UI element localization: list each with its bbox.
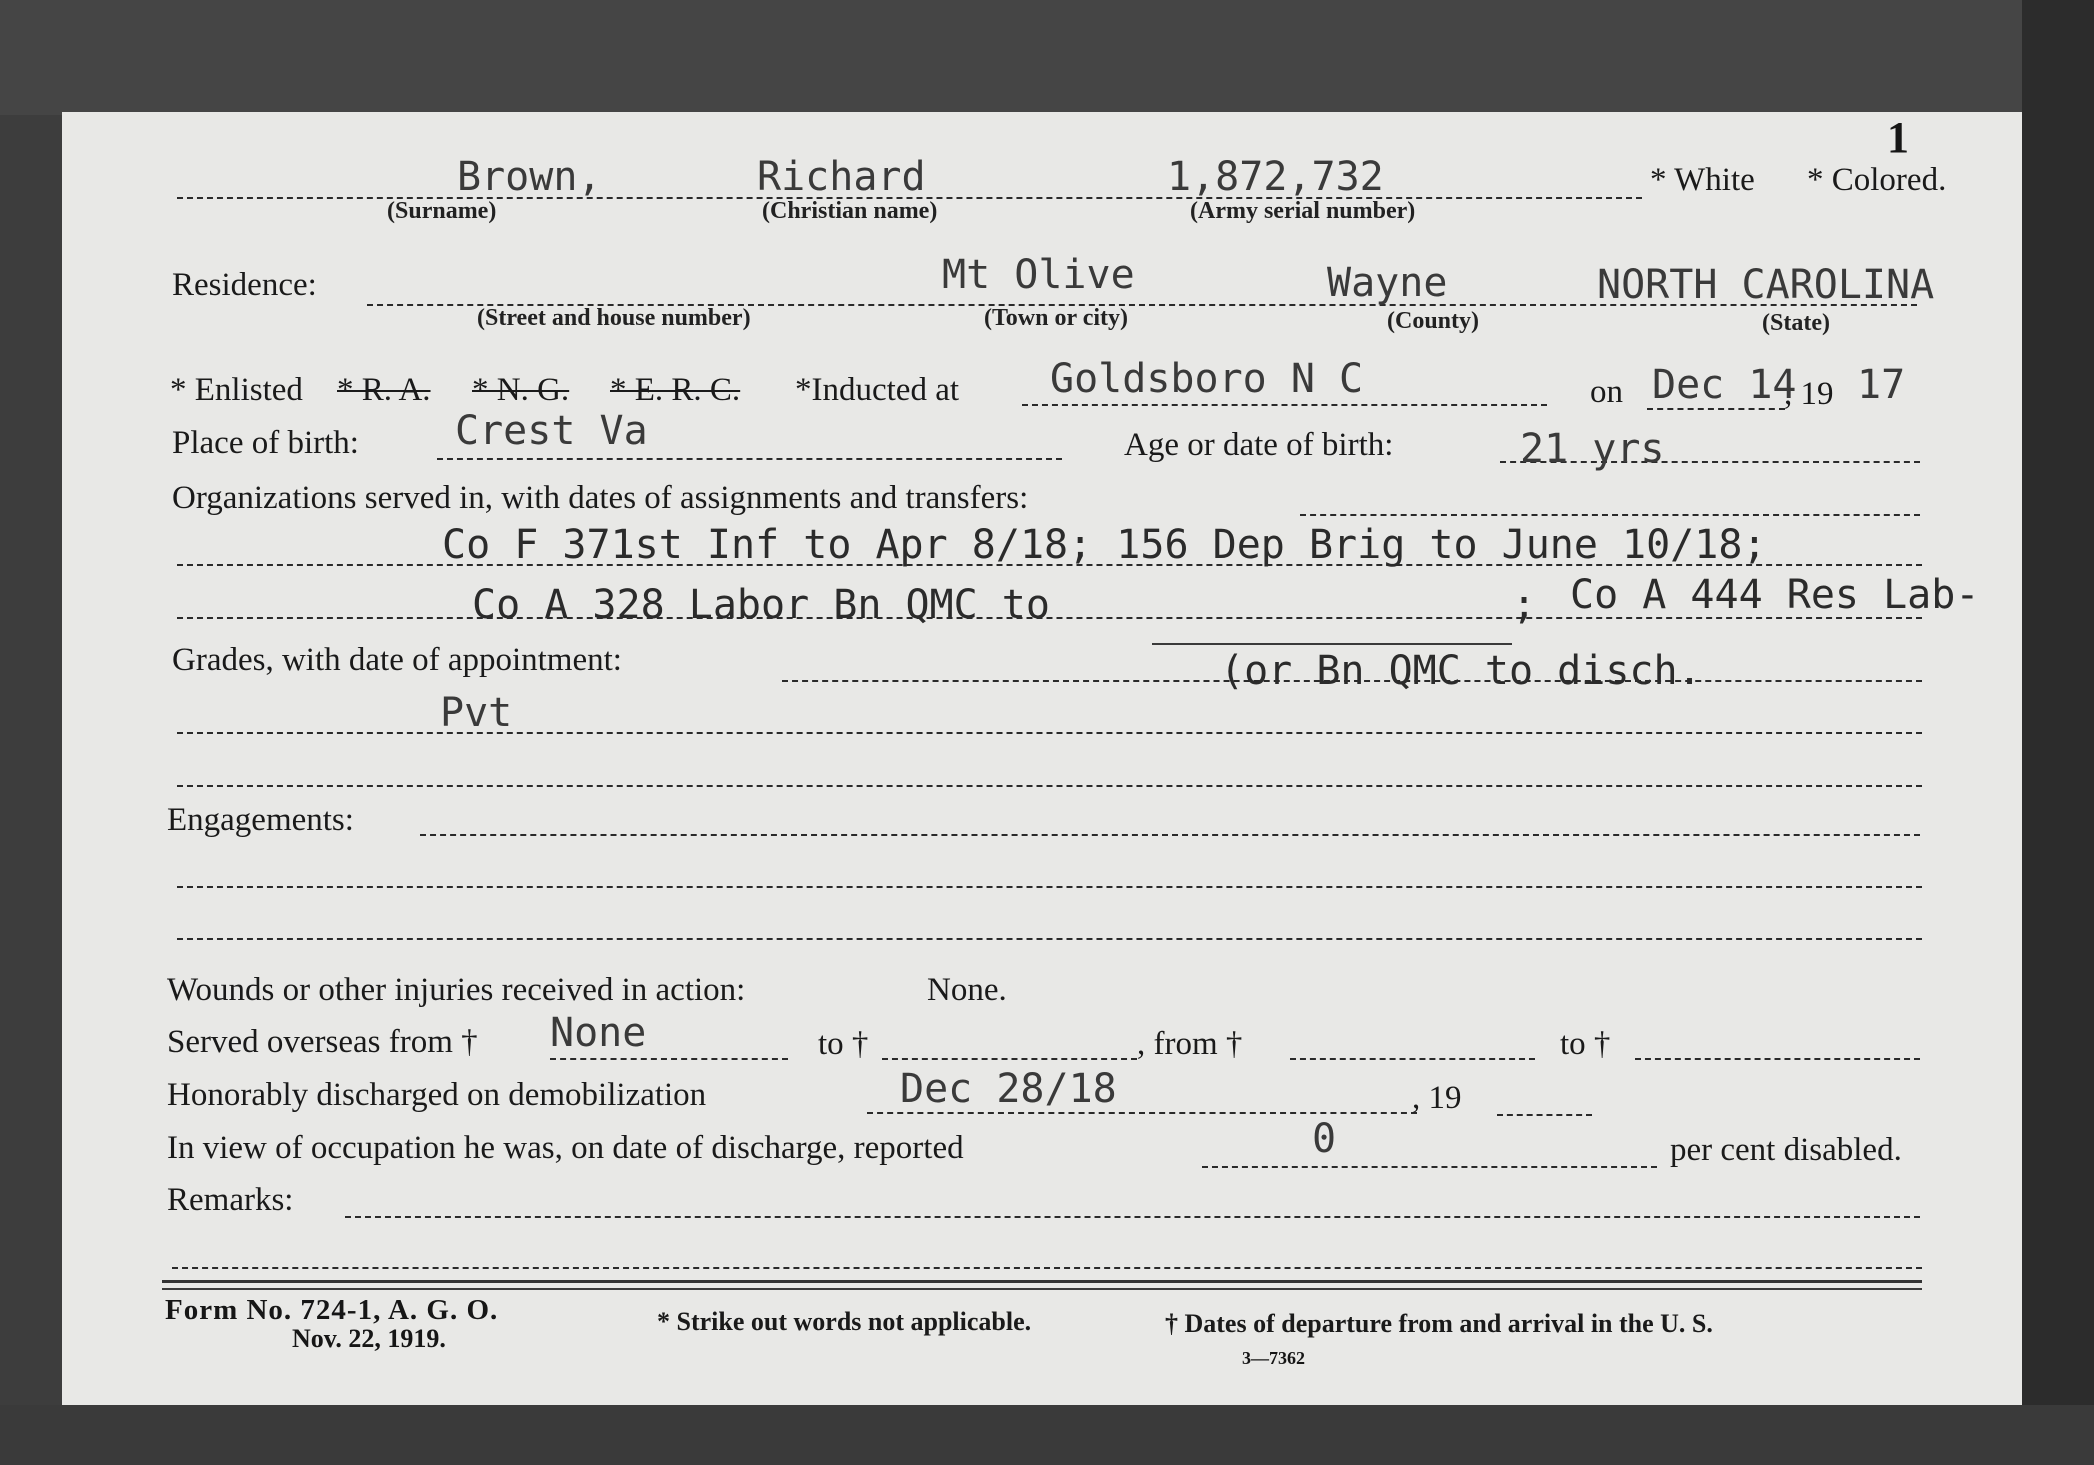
organizations-value-line-1: Co F 371st Inf to Apr 8/18; 156 Dep Brig to June 10/18; bbox=[442, 522, 1767, 568]
grades-line-2 bbox=[177, 785, 1922, 787]
organizations-continuation: (or Bn QMC to disch. bbox=[1220, 648, 1702, 694]
service-record-card bbox=[62, 112, 2022, 1405]
form-number: Form No. 724-1, A. G. O. bbox=[165, 1294, 499, 1326]
race-white-label: * White bbox=[1650, 162, 1755, 198]
form-date: Nov. 22, 1919. bbox=[292, 1324, 446, 1353]
engagements-line-0 bbox=[420, 834, 1920, 836]
age-label: Age or date of birth: bbox=[1124, 427, 1394, 463]
residence-county-value: Wayne bbox=[1327, 260, 1448, 306]
organizations-line-0 bbox=[1300, 514, 1920, 516]
county-caption: (County) bbox=[1387, 308, 1480, 334]
grades-continuation-overline bbox=[1152, 643, 1512, 645]
date-line bbox=[1647, 408, 1785, 410]
overseas-from-value: None bbox=[550, 1010, 647, 1056]
overseas-to-line bbox=[882, 1058, 1137, 1060]
remarks-line-0 bbox=[345, 1216, 1920, 1218]
organizations-separator: ; bbox=[1512, 582, 1537, 628]
year-prefix: , 19 bbox=[1784, 376, 1834, 412]
residence-label: Residence: bbox=[172, 267, 317, 303]
state-caption: (State) bbox=[1762, 310, 1830, 336]
residence-town-value: Mt Olive bbox=[942, 252, 1135, 298]
induction-year-value: 17 bbox=[1857, 362, 1906, 408]
age-value: 21 yrs bbox=[1520, 426, 1665, 472]
place-of-birth-label: Place of birth: bbox=[172, 425, 359, 461]
remarks-label: Remarks: bbox=[167, 1182, 294, 1218]
organizations-label: Organizations served in, with dates of assignments and transfers: bbox=[172, 480, 1029, 516]
street-caption: (Street and house number) bbox=[477, 305, 751, 331]
wounds-value: None. bbox=[927, 972, 1007, 1008]
disability-line bbox=[1202, 1166, 1657, 1168]
footer-rule-top bbox=[162, 1280, 1922, 1283]
overseas-from2-line bbox=[1290, 1058, 1535, 1060]
place-of-birth-value: Crest Va bbox=[455, 408, 648, 454]
footer-rule-bottom bbox=[162, 1288, 1922, 1290]
overseas-label: Served overseas from † bbox=[167, 1024, 478, 1060]
disability-suffix: per cent disabled. bbox=[1670, 1132, 1902, 1168]
overseas-from-line bbox=[550, 1058, 788, 1060]
discharge-date-value: Dec 28/18 bbox=[900, 1066, 1117, 1112]
engagements-label: Engagements: bbox=[167, 802, 354, 838]
inducted-place-value: Goldsboro N C bbox=[1050, 356, 1364, 402]
engagements-line-1 bbox=[177, 886, 1922, 888]
overseas-to-label: to † bbox=[818, 1026, 869, 1062]
wounds-label: Wounds or other injuries received in action: bbox=[167, 972, 746, 1008]
enlisted-option: * Enlisted bbox=[170, 372, 303, 408]
card-number: 1 bbox=[1887, 113, 1909, 162]
strike-out-note: * Strike out words not applicable. bbox=[657, 1307, 1032, 1336]
inducted-label: *Inducted at bbox=[795, 372, 960, 408]
surname-caption: (Surname) bbox=[387, 198, 497, 224]
remarks-line-1 bbox=[172, 1267, 1922, 1269]
grades-label: Grades, with date of appointment: bbox=[172, 642, 622, 678]
surname-value: Brown, bbox=[457, 154, 602, 200]
serial-number-value: 1,872,732 bbox=[1167, 154, 1384, 200]
overseas-to2-line bbox=[1635, 1058, 1920, 1060]
induction-date-value: Dec 14 bbox=[1652, 362, 1797, 408]
engagements-line-2 bbox=[177, 938, 1922, 940]
scan-background-top bbox=[0, 0, 2094, 115]
ng-option: * N. G. bbox=[472, 372, 570, 408]
town-caption: (Town or city) bbox=[984, 305, 1128, 331]
discharge-year-prefix: , 19 bbox=[1412, 1080, 1462, 1116]
race-colored-label: * Colored. bbox=[1807, 162, 1947, 198]
discharge-label: Honorably discharged on demobilization bbox=[167, 1077, 707, 1113]
serial-number-caption: (Army serial number) bbox=[1190, 198, 1416, 224]
place-of-birth-line bbox=[437, 458, 1062, 460]
organizations-value-line-2-right: Co A 444 Res Lab- bbox=[1570, 572, 1980, 618]
discharge-date-line bbox=[867, 1112, 1417, 1114]
scan-background-bottom bbox=[0, 1405, 2094, 1465]
christian-name-value: Richard bbox=[757, 154, 926, 200]
on-label: on bbox=[1590, 374, 1623, 410]
overseas-to2-label: to † bbox=[1560, 1026, 1611, 1062]
ra-option: * R. A. bbox=[337, 372, 431, 408]
residence-state-value: NORTH CAROLINA bbox=[1597, 262, 1935, 308]
disability-value: 0 bbox=[1312, 1116, 1337, 1162]
discharge-year-line bbox=[1497, 1114, 1592, 1116]
inducted-place-line bbox=[1022, 404, 1547, 406]
dates-note: † Dates of departure from and arrival in the U. S. bbox=[1165, 1309, 1713, 1338]
disability-label: In view of occupation he was, on date of discharge, reported bbox=[167, 1130, 964, 1166]
print-code: 3—7362 bbox=[1242, 1348, 1305, 1368]
overseas-from2-label: , from † bbox=[1137, 1026, 1243, 1062]
christian-name-caption: (Christian name) bbox=[762, 198, 938, 224]
grade-value: Pvt bbox=[440, 690, 513, 736]
grades-line-1 bbox=[177, 732, 1922, 734]
erc-option: * E. R. C. bbox=[610, 372, 741, 408]
scan-background-right bbox=[2022, 0, 2094, 1465]
organizations-value-line-2: Co A 328 Labor Bn QMC to bbox=[472, 582, 1050, 628]
